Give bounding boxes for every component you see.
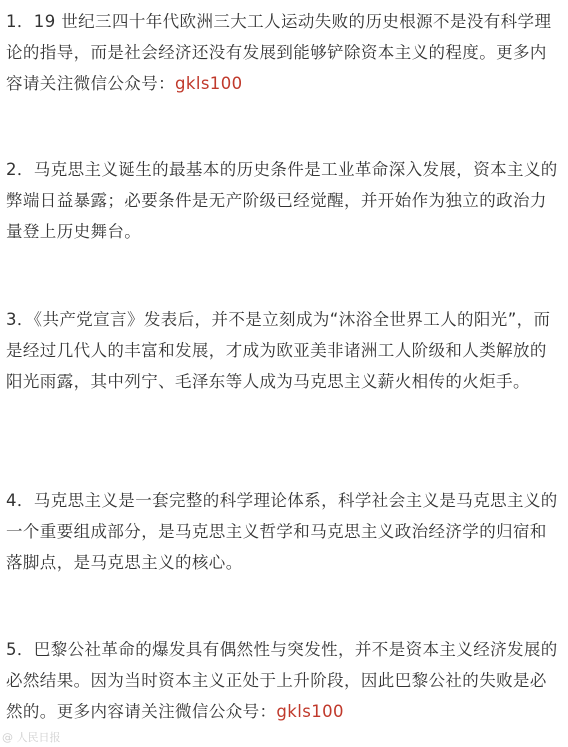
paragraph-3-text: 3．《共产党宣言》发表后，并不是立刻成为“沐浴全世界工人的阳光”，而是经过几代人的丰富和发展，才成为欧亚美非诸洲工人阶级和人类解放的阳光雨露，其中列宁、毛泽东等人成为马克思主义薪火相传的火炬手。: [6, 310, 551, 391]
paragraph-5: [6, 634, 562, 727]
wechat-account-link[interactable]: gkls100: [175, 74, 243, 93]
paragraph-5-text: 5．巴黎公社革命的爆发具有偶然性与突发性，并不是资本主义经济发展的必然结果。因为当时资本主义正处于上升阶段，因此巴黎公社的失败是必然的。更多内容请关注微信公众号：: [6, 640, 558, 721]
paragraph-2: [6, 154, 562, 247]
watermark-logo: @ 人民日报: [2, 731, 61, 744]
paragraph-1: [6, 6, 562, 99]
wechat-account-link[interactable]: gkls100: [276, 702, 344, 721]
paragraph-4-text: 4．马克思主义是一套完整的科学理论体系，科学社会主义是马克思主义的一个重要组成部分，是马克思主义哲学和马克思主义政治经济学的归宿和落脚点，是马克思主义的核心。: [6, 491, 558, 572]
paragraph-1-text: 1．19 世纪三四十年代欧洲三大工人运动失败的历史根源不是没有科学理论的指导，而是社会经济还没有发展到能够铲除资本主义的程度。更多内容请关注微信公众号：: [6, 12, 552, 93]
paragraph-3: [6, 304, 562, 397]
paragraph-2-text: 2．马克思主义诞生的最基本的历史条件是工业革命深入发展，资本主义的弊端日益暴露；必要条件是无产阶级已经觉醒，并开始作为独立的政治力量登上历史舞台。: [6, 160, 558, 241]
paragraph-4: [6, 485, 562, 578]
